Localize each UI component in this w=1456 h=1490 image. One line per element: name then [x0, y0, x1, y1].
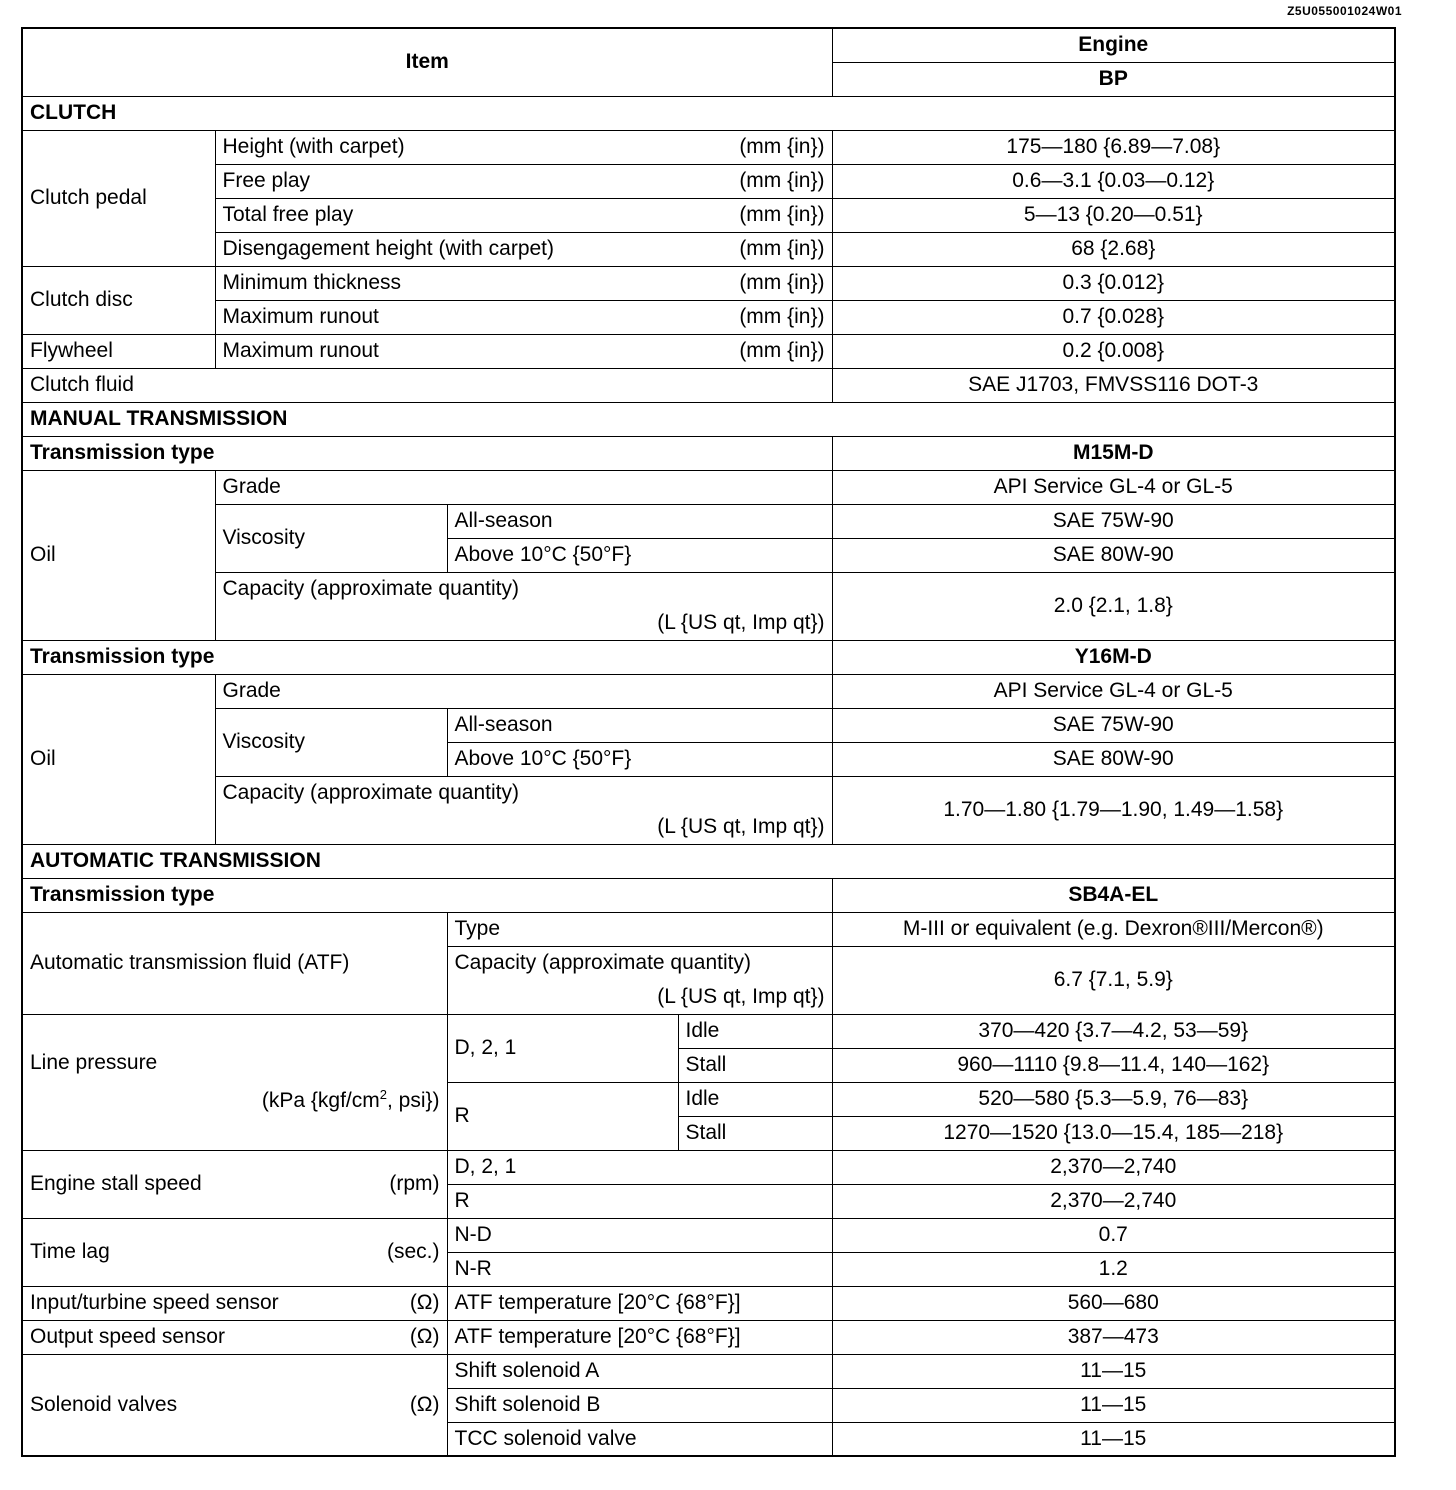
range-label: R [447, 1082, 678, 1150]
table-row [22, 198, 1395, 232]
table-row [22, 130, 1395, 164]
unit-label: (L {US qt, Imp qt}) [657, 985, 825, 1008]
item-label: Maximum runout [222, 339, 379, 362]
spec-value: 68 {2.68} [832, 232, 1395, 266]
spec-value: 960—1110 {9.8—11.4, 140—162} [832, 1048, 1395, 1082]
section-row [22, 96, 1395, 130]
unit-label: (Ω) [409, 1392, 440, 1416]
section-manual-transmission: MANUAL TRANSMISSION [22, 402, 1395, 436]
table-row [22, 1320, 1395, 1354]
spec-value: 11—15 [832, 1388, 1395, 1422]
clutch-disc-label: Clutch disc [22, 266, 215, 334]
atf-label: Automatic transmission fluid (ATF) [22, 912, 447, 1014]
item-header: Item [22, 28, 832, 96]
spec-value: SB4A-EL [832, 878, 1395, 912]
table-row [22, 504, 1395, 538]
item-label: Capacity (approximate quantity) [222, 577, 519, 600]
time-lag-label: Time lag [30, 1240, 110, 1263]
solenoid-valves-label: Solenoid valves [30, 1392, 178, 1416]
item-label: All-season [447, 504, 832, 538]
spec-value: 5—13 {0.20—0.51} [832, 198, 1395, 232]
table-row [22, 912, 1395, 946]
spec-value: M15M-D [832, 436, 1395, 470]
spec-value: 2,370—2,740 [832, 1150, 1395, 1184]
item-label: Grade [215, 674, 832, 708]
spec-value: M-III or equivalent (e.g. Dexron®III/Mercon®) [832, 912, 1395, 946]
table-row [22, 878, 1395, 912]
spec-value: 1270—1520 {13.0—15.4, 185—218} [832, 1116, 1395, 1150]
item-label: Stall [678, 1048, 832, 1082]
spec-value: 1.2 [832, 1252, 1395, 1286]
item-label: Grade [215, 470, 832, 504]
unit-label: (Ω) [409, 1325, 440, 1348]
spec-value: 11—15 [832, 1354, 1395, 1388]
range-label: D, 2, 1 [447, 1150, 832, 1184]
table-row [22, 266, 1395, 300]
spec-value: 6.7 {7.1, 5.9} [832, 946, 1395, 1014]
unit-label: (mm {in}) [739, 203, 825, 226]
unit-label: (rpm) [389, 1172, 440, 1195]
viscosity-label: Viscosity [215, 708, 447, 776]
transmission-type-label: Transmission type [22, 878, 832, 912]
item-label: Stall [678, 1116, 832, 1150]
spec-value: 0.7 {0.028} [832, 300, 1395, 334]
item-label: ATF temperature [20°C {68°F}] [447, 1320, 832, 1354]
table-row [22, 1014, 1395, 1048]
item-label: N-R [447, 1252, 832, 1286]
table-row [22, 334, 1395, 368]
item-label: Shift solenoid A [447, 1354, 832, 1388]
unit-label: (mm {in}) [739, 169, 825, 192]
spec-value: 0.6—3.1 {0.03—0.12} [832, 164, 1395, 198]
clutch-fluid-label: Clutch fluid [22, 368, 832, 402]
spec-value: 0.3 {0.012} [832, 266, 1395, 300]
table-row [22, 640, 1395, 674]
oil-label: Oil [22, 674, 215, 844]
output-sensor-label: Output speed sensor [30, 1325, 225, 1348]
table-row [22, 164, 1395, 198]
spec-value: 370—420 {3.7—4.2, 53—59} [832, 1014, 1395, 1048]
unit-label: (mm {in}) [739, 135, 825, 158]
item-label: Idle [678, 1082, 832, 1116]
oil-label: Oil [22, 470, 215, 640]
spec-value: 387—473 [832, 1320, 1395, 1354]
input-sensor-label: Input/turbine speed sensor [30, 1291, 279, 1314]
line-pressure-label: Line pressure [30, 1051, 158, 1074]
spec-value: 520—580 {5.3—5.9, 76—83} [832, 1082, 1395, 1116]
item-label: Above 10°C {50°F} [447, 538, 832, 572]
item-label: Type [447, 912, 832, 946]
table-row [22, 572, 1395, 606]
spec-value: SAE 80W-90 [832, 538, 1395, 572]
unit-label: (mm {in}) [739, 271, 825, 294]
item-label: All-season [447, 708, 832, 742]
table-row [22, 300, 1395, 334]
table-row [22, 674, 1395, 708]
unit-label: (Ω) [409, 1291, 440, 1314]
spec-value: API Service GL-4 or GL-5 [832, 470, 1395, 504]
section-clutch: CLUTCH [22, 96, 1395, 130]
spec-value: Y16M-D [832, 640, 1395, 674]
item-label: Shift solenoid B [447, 1388, 832, 1422]
document-id: Z5U055001024W01 [1287, 4, 1402, 18]
item-label: ATF temperature [20°C {68°F}] [447, 1286, 832, 1320]
unit-label: (kPa {$kgf/cm^2$, psi}) [261, 1087, 440, 1112]
section-row [22, 402, 1395, 436]
viscosity-label: Viscosity [215, 504, 447, 572]
spec-value: SAE 75W-90 [832, 504, 1395, 538]
flywheel-label: Flywheel [22, 334, 215, 368]
item-label: Minimum thickness [222, 271, 402, 294]
spec-value: 2.0 {2.1, 1.8} [832, 572, 1395, 640]
spec-value: 2,370—2,740 [832, 1184, 1395, 1218]
range-label: R [447, 1184, 832, 1218]
engine-code: BP [832, 62, 1395, 96]
table-row [22, 436, 1395, 470]
spec-value: 1.70—1.80 {1.79—1.90, 1.49—1.58} [832, 776, 1395, 844]
unit-label: (sec.) [387, 1240, 440, 1263]
spec-value: SAE 75W-90 [832, 708, 1395, 742]
item-label: N-D [447, 1218, 832, 1252]
item-label: Height (with carpet) [222, 135, 405, 158]
unit-label: (mm {in}) [739, 237, 825, 260]
table-row [22, 232, 1395, 266]
unit-label: (mm {in}) [739, 339, 825, 362]
spec-value: API Service GL-4 or GL-5 [832, 674, 1395, 708]
item-label: Capacity (approximate quantity) [454, 951, 751, 974]
section-automatic-transmission: AUTOMATIC TRANSMISSION [22, 844, 1395, 878]
item-label: Free play [222, 169, 311, 192]
spec-value: 0.7 [832, 1218, 1395, 1252]
table-row [22, 708, 1395, 742]
stall-speed-label: Engine stall speed [30, 1172, 202, 1195]
table-row [22, 1286, 1395, 1320]
spec-value: 560—680 [832, 1286, 1395, 1320]
table-row [22, 470, 1395, 504]
table-row [22, 1150, 1395, 1184]
unit-label: (L {US qt, Imp qt}) [657, 815, 825, 838]
spec-value: SAE 80W-90 [832, 742, 1395, 776]
table-row [22, 1354, 1395, 1388]
item-label: TCC solenoid valve [447, 1422, 832, 1456]
item-label: Maximum runout [222, 305, 379, 328]
table-row [22, 368, 1395, 402]
range-label: D, 2, 1 [447, 1014, 678, 1082]
table-row [22, 1218, 1395, 1252]
unit-label: (L {US qt, Imp qt}) [657, 611, 825, 634]
item-label: Capacity (approximate quantity) [222, 781, 519, 804]
specification-table [21, 27, 1396, 1457]
spec-value: 0.2 {0.008} [832, 334, 1395, 368]
item-label: Total free play [222, 203, 354, 226]
engine-header: Engine [832, 28, 1395, 62]
unit-label: (mm {in}) [739, 305, 825, 328]
section-row [22, 844, 1395, 878]
clutch-pedal-label: Clutch pedal [22, 130, 215, 266]
table-row [22, 776, 1395, 810]
item-label: Above 10°C {50°F} [447, 742, 832, 776]
header-row [22, 28, 1395, 62]
item-label: Disengagement height (with carpet) [222, 237, 555, 260]
transmission-type-label: Transmission type [22, 436, 832, 470]
transmission-type-label: Transmission type [22, 640, 832, 674]
spec-value: SAE J1703, FMVSS116 DOT-3 [832, 368, 1395, 402]
spec-value: 175—180 {6.89—7.08} [832, 130, 1395, 164]
spec-value: 11—15 [832, 1422, 1395, 1456]
item-label: Idle [678, 1014, 832, 1048]
